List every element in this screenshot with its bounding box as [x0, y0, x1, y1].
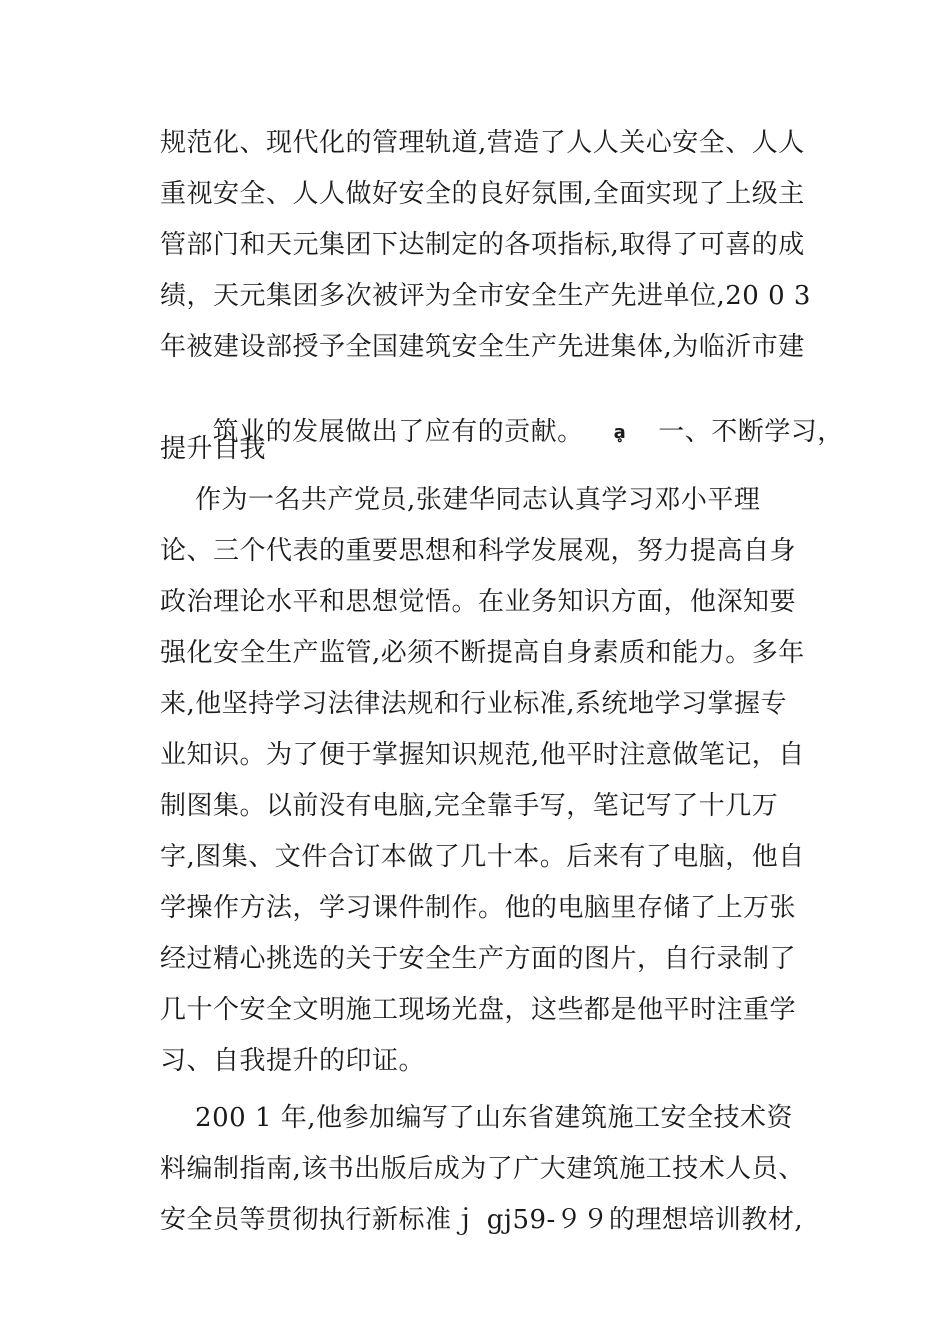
paragraph-start: 作为一名共产党员,张建华同志认真学习邓小平理 — [160, 485, 761, 515]
text-line: 政治理论水平和思想觉悟。在业务知识方面，他深知要 — [160, 587, 797, 617]
text-line: 来,他坚持学习法律法规和行业标准,系统地学习掌握专 — [160, 689, 788, 719]
section-heading: 一、不断学习， — [658, 417, 844, 447]
text-line: 管部门和天元集团下达制定的各项指标,取得了可喜的成 — [160, 230, 805, 260]
text-line: 制图集。以前没有电脑,完全靠手写，笔记写了十几万 — [160, 791, 779, 821]
text-line: 绩，天元集团多次被评为全市安全生产先进单位,20 0 3 — [160, 281, 811, 311]
paragraph-start: 200 1 年,他参加编写了山东省建筑施工安全技术资 — [160, 1103, 794, 1133]
text-line: 安全员等贯彻执行新标准ｊ gj59-９９的理想培训教材, — [160, 1205, 804, 1235]
stray-glyph: ḁ — [613, 422, 627, 443]
text-line: 重视安全、人人做好安全的良好氛围,全面实现了上级主 — [160, 179, 805, 209]
text-line: 业知识。为了便于掌握知识规范,他平时注意做笔记，自 — [160, 740, 805, 770]
section-heading-continued: 提升自我 — [160, 434, 267, 464]
text-line: 规范化、现代化的管理轨道,营造了人人关心安全、人人 — [160, 128, 805, 158]
text-line: 字,图集、文件合订本做了几十本。后来有了电脑，他自 — [160, 842, 805, 872]
text-line: 论、三个代表的重要思想和科学发展观，努力提高自身 — [160, 536, 797, 566]
text-line: 学操作方法，学习课件制作。他的电脑里存储了上万张 — [160, 893, 797, 923]
text-line: 习、自我提升的印证。 — [160, 1046, 426, 1076]
text-line: 几十个安全文明施工现场光盘，这些都是他平时注重学 — [160, 995, 797, 1025]
text-line — [160, 381, 844, 447]
text-line: 料编制指南,该书出版后成为了广大建筑施工技术人员、 — [160, 1154, 805, 1184]
text-segment: 筑业的发展做出了应有的贡献。 — [212, 417, 584, 447]
text-line: 年被建设部授予全国建筑安全生产先进集体,为临沂市建 — [160, 332, 805, 362]
text-line: 经过精心挑选的关于安全生产方面的图片，自行录制了 — [160, 944, 797, 974]
text-line: 强化安全生产监管,必须不断提高自身素质和能力。多年 — [160, 638, 805, 668]
